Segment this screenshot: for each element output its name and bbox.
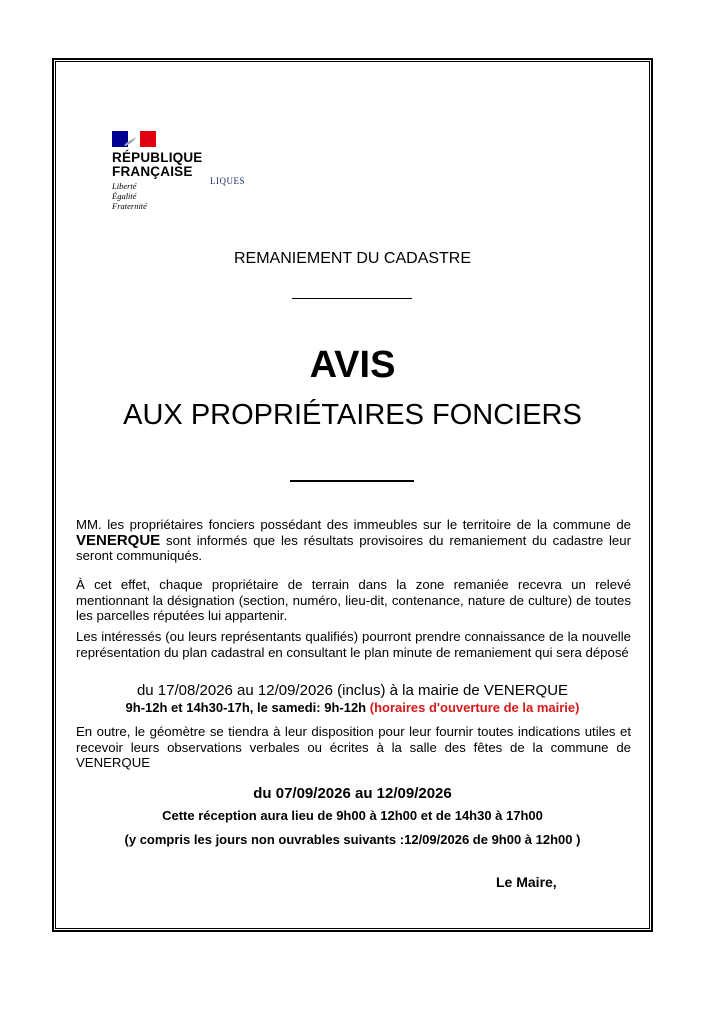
motto-liberte: Liberté [112, 181, 137, 191]
consultation-dates: du 17/08/2026 au 12/09/2026 (inclus) à la mairie de VENERQUE [136, 682, 569, 699]
opening-hours [60, 700, 645, 715]
reception-dates: du 07/09/2026 au 12/09/2026 [253, 785, 452, 802]
motto-egalite: Égalité [112, 191, 137, 201]
divider-top [292, 298, 412, 299]
logo-text [112, 151, 203, 179]
paragraph-releve: À cet effet, chaque propriétaire de terrain dans la zone remaniée recevra un relevé mentionnant la désignation (section, numéro, lieu-dit, contenance, nature de culture) de toutes les parcelles réputées lui appartenir. [76, 577, 631, 623]
notice-heading: AUX PROPRIÉTAIRES FONCIERS [123, 399, 582, 431]
hours-note: (horaires d'ouverture de la mairie) [369, 700, 580, 715]
notice-subtitle: REMANIEMENT DU CADASTRE [233, 250, 472, 267]
divider-bottom [290, 480, 414, 482]
republique-francaise-logo [112, 131, 245, 211]
logo-motto [112, 181, 203, 211]
reception-extra: (y compris les jours non ouvrables suivants :12/09/2026 de 9h00 à 12h00 ) [124, 832, 581, 847]
department-label: LIQUES [210, 176, 245, 186]
intro-text-start: MM. les propriétaires fonciers possédant des immeubles sur le territoire de la commune de [76, 517, 631, 532]
logo-line1: RÉPUBLIQUE [112, 150, 203, 165]
hours-text: 9h-12h et 14h30-17h, le samedi: 9h-12h [125, 700, 370, 715]
logo-line2: FRANÇAISE [112, 164, 193, 179]
paragraph-consultation: Les intéressés (ou leurs représentants qualifiés) pourront prendre connaissance de la nouvelle représentation du plan cadastral en consultant le plan minute de remaniement qui sera déposé [76, 629, 631, 660]
intro-text-end: sont informés que les résultats provisoires du remaniement du cadastre leur seront communiqués. [76, 532, 631, 563]
motto-fraternite: Fraternité [112, 201, 147, 211]
marianne-flag-icon [112, 131, 156, 147]
paragraph-geometre: En outre, le géomètre se tiendra à leur disposition pour leur fournir toutes indications utiles et recevoir leurs observations verbales ou écrites à la salle des fêtes de la commune de VENERQUE [76, 724, 631, 770]
paragraph-intro [76, 517, 631, 564]
notice-title: AVIS [309, 344, 396, 386]
signature: Le Maire, [496, 874, 557, 890]
commune-name: VENERQUE [76, 531, 161, 549]
reception-hours: Cette réception aura lieu de 9h00 à 12h00 et de 14h30 à 17h00 [162, 808, 543, 823]
